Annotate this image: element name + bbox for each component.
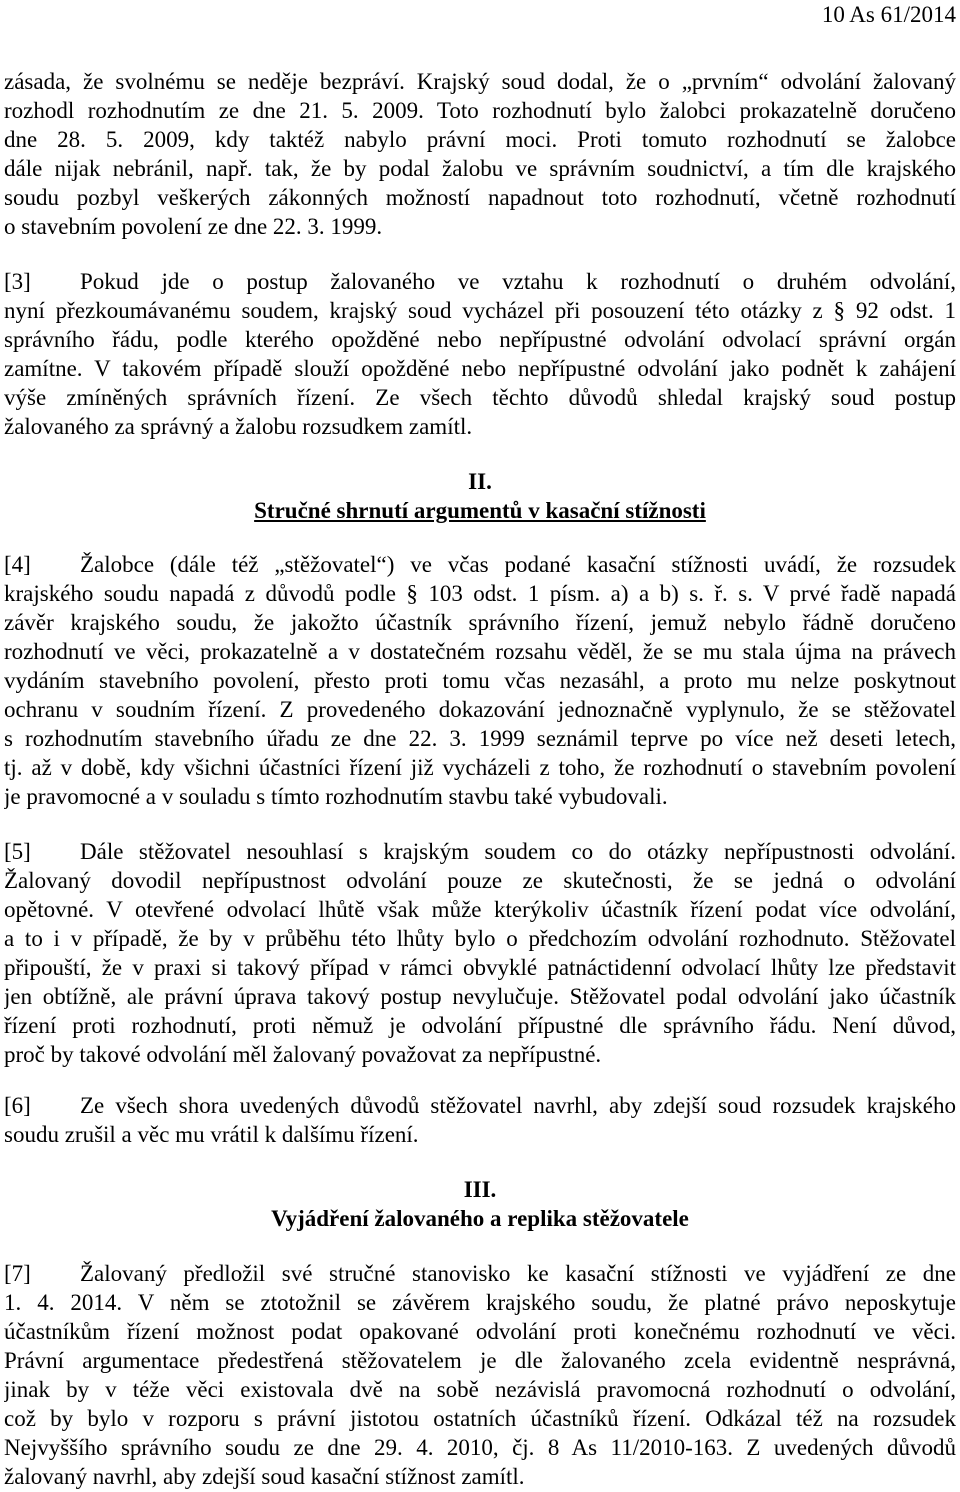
text-line: účastníkům řízení možnost podat opakované odvolání proti konečnému rozhodnutí ve věci.: [4, 1319, 956, 1344]
paragraph-number: [5]: [4, 839, 31, 864]
text-line: Žalovaný dovodil nepřípustnost odvolání pouze ze skutečnosti, že se jedná o odvolání: [4, 868, 956, 893]
paragraph-first-line: [4, 267, 956, 296]
paragraph-first-line: [4, 837, 956, 866]
text-line: správního řádu, podle kterého opožděné nebo nepřípustné odvolání odvolací správní orgán: [4, 327, 956, 352]
paragraph-number: [3]: [4, 269, 31, 294]
section-title-text: Vyjádření žalovaného a replika stěžovatele: [271, 1206, 689, 1231]
text-line: vydáním stavebního povolení, přesto proti tomu včas nezasáhl, a proto mu nelze poskytnout: [4, 668, 956, 693]
paragraph-first-line: [4, 1259, 956, 1288]
text-line: o stavebním povolení ze dne 22. 3. 1999.: [4, 214, 383, 239]
text-line: což by bylo v rozporu s právní jistotou ostatních účastníků řízení. Odkázal též na rozsudek: [4, 1406, 956, 1431]
text-line: řízení proti rozhodnutí, proti němuž je odvolání přípustné dle správního řádu. Není důvod,: [4, 1013, 956, 1038]
text-line: krajského soudu napadá z důvodů podle § 103 odst. 1 písm. a) a b) s. ř. s. V prvé řadě napadá: [4, 581, 956, 606]
text-line: Dále stěžovatel nesouhlasí s krajským soudem co do otázky nepřípustnosti odvolání.: [80, 839, 956, 864]
paragraph-4: [4, 550, 956, 811]
text-line: Právní argumentace předestřená stěžovatelem je dle žalovaného zcela evidentně nesprávná,: [4, 1348, 956, 1373]
text-line: opětovné. V otevřené odvolací lhůtě však může kterýkoliv účastník řízení podat více odvolání,: [4, 897, 956, 922]
text-line: rozhodnutí ve věci, prokazatelně a v dostatečném rozsahu věděl, že se mu stala újma na právech: [4, 639, 956, 664]
text-line: soudu pozbyl veškerých zákonných možností napadnout toto rozhodnutí, včetně rozhodnutí: [4, 185, 956, 210]
text-line: jen obtížně, ale právní úprava takový postup nevylučuje. Stěžovatel podal odvolání jako účastník: [4, 984, 956, 1009]
text-line: Ze všech shora uvedených důvodů stěžovatel navrhl, aby zdejší soud rozsudek krajského: [80, 1093, 956, 1118]
text-line: s rozhodnutím stavebního úřadu ze dne 22. 3. 1999 seznámil teprve po více než deseti letech,: [4, 726, 956, 751]
text-line: dne 28. 5. 2009, kdy taktéž nabylo právní moci. Proti tomuto rozhodnutí se žalobce: [4, 127, 956, 152]
text-line: proč by takové odvolání měl žalovaný považovat za nepřípustné.: [4, 1042, 602, 1067]
text-line: rozhodl rozhodnutím ze dne 21. 5. 2009. Toto rozhodnutí bylo žalobci prokazatelně doručeno: [4, 98, 956, 123]
text-line: ochranu v soudním řízení. Z provedeného dokazování jednoznačně vyplynulo, že se stěžovatel: [4, 697, 956, 722]
text-line: Pokud jde o postup žalovaného ve vztahu k rozhodnutí o druhém odvolání,: [80, 269, 956, 294]
text-line: žalovaný navrhl, aby zdejší soud kasační stížnost zamítl.: [4, 1464, 525, 1489]
text-line: je pravomocné a v souladu s tímto rozhodnutím stavbu také vybudovali.: [4, 784, 668, 809]
paragraph-5: [4, 837, 956, 1069]
text-line: soudu zrušil a věc mu vrátil k dalšímu řízení.: [4, 1122, 419, 1147]
text-line: zamítne. V takovém případě slouží opožděné nebo nepřípustné odvolání jako podnět k zahájení: [4, 356, 956, 381]
paragraph-6: [4, 1091, 956, 1149]
document-body: [0, 29, 956, 1491]
text-line: dále nijak nebránil, např. tak, že by podal žalobu ve správním soudnictví, a tím dle krajského: [4, 156, 956, 181]
section-title-text: Stručné shrnutí argumentů v kasační stížnosti: [254, 498, 706, 523]
section-numeral: II.: [468, 469, 492, 494]
text-line: Žalobce (dále též „stěžovatel“) ve včas podané kasační stížnosti uvádí, že rozsudek: [80, 552, 956, 577]
text-line: Nejvyššího správního soudu ze dne 29. 4. 2010, čj. 8 As 11/2010-163. Z uvedených důvodů: [4, 1435, 956, 1460]
case-number: 10 As 61/2014: [821, 2, 956, 27]
text-line: Žalovaný předložil své stručné stanovisko ke kasační stížnosti ve vyjádření ze dne: [80, 1261, 956, 1286]
paragraph-first-line: [4, 550, 956, 579]
paragraph-continuation: [4, 67, 956, 241]
text-line: 1. 4. 2014. V něm se ztotožnil se závěrem krajského soudu, že platné právo neposkytuje: [4, 1290, 956, 1315]
text-line: závěr krajského soudu, že jakožto účastník správního řízení, jemuž nebylo řádně doručeno: [4, 610, 956, 635]
paragraph-number: [7]: [4, 1261, 31, 1286]
text-line: jinak by v téže věci existovala dvě na sobě nezávislá pravomocná rozhodnutí o odvolání,: [4, 1377, 956, 1402]
section-numeral: III.: [463, 1177, 497, 1202]
paragraph-first-line: [4, 1091, 956, 1120]
paragraph-7: [4, 1259, 956, 1491]
text-line: připouští, že v praxi si takový případ v rámci obvyklé patnáctidenní odvolací lhůty lze představit: [4, 955, 956, 980]
paragraph-number: [6]: [4, 1093, 31, 1118]
text-line: výše zmíněných správních řízení. Ze všech těchto důvodů shledal krajský soud postup: [4, 385, 956, 410]
section-title: [4, 496, 956, 525]
section-title: [4, 1204, 956, 1233]
text-line: zásada, že svolnému se neděje bezpráví. Krajský soud dodal, že o „prvním“ odvolání žalovaný: [4, 69, 956, 94]
paragraph-3: [4, 267, 956, 441]
text-line: nyní přezkoumávanému soudem, krajský soud vycházel při posouzení této otázky z § 92 odst. 1: [4, 298, 956, 323]
text-line: tj. až v době, kdy všichni účastníci řízení již vycházeli z toho, že rozhodnutí o stavebním povolení: [4, 755, 956, 780]
text-line: žalovaného za správný a žalobu rozsudkem zamítl.: [4, 414, 473, 439]
paragraph-number: [4]: [4, 552, 31, 577]
text-line: a to i v případě, že by v průběhu této lhůty bylo o předchozím odvolání rozhodnuto. Stěžovatel: [4, 926, 956, 951]
